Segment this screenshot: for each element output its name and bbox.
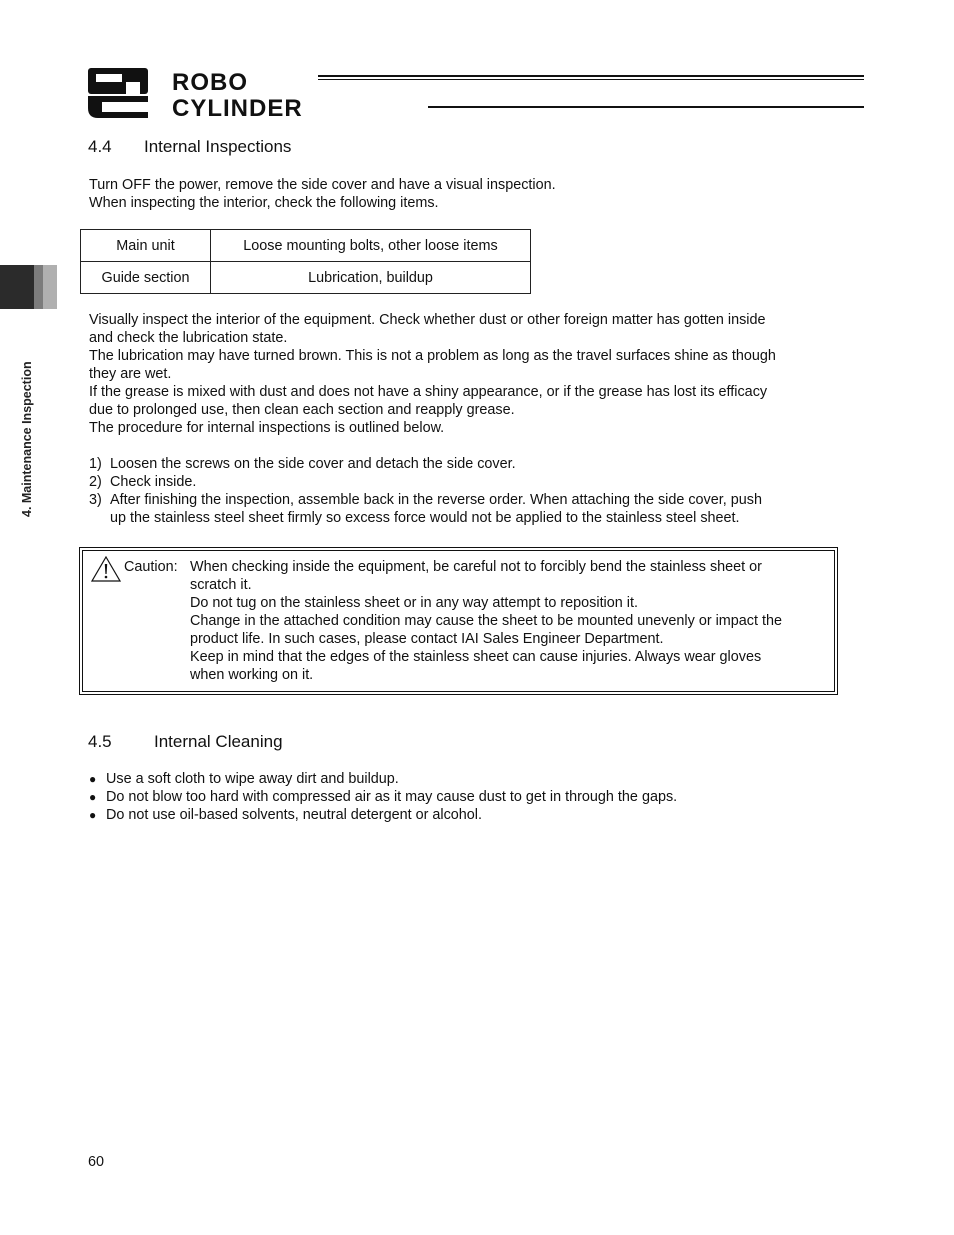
section-number: 4.4 [88,137,112,156]
section-title: Internal Cleaning [154,732,283,751]
body-line: and check the lubrication state. [89,330,288,346]
list-item [89,788,677,806]
intro-line: Turn OFF the power, remove the side cover and have a visual inspection. [89,177,556,193]
step-number: 3) [89,492,102,508]
caution-label: Caution: [124,559,178,575]
page-number: 60 [88,1154,105,1170]
list-item [89,455,762,473]
caution-line: When checking inside the equipment, be careful not to forcibly bend the stainless sheet or [190,559,762,575]
table-cell-check: Lubrication, buildup [211,262,531,294]
table-cell-item: Guide section [81,262,211,294]
caution-line: scratch it. [190,577,252,593]
section-title: Internal Inspections [144,137,292,156]
bullet-text: Do not blow too hard with compressed air as it may cause dust to get in through the gaps. [106,789,678,805]
chapter-label: 4. Maintenance Inspection [20,361,34,517]
body-paragraph [89,311,776,437]
section-heading-4-4 [88,137,291,157]
body-line: If the grease is mixed with dust and does not have a shiny appearance, or if the grease has lost its efficacy [89,384,768,400]
warning-triangle-icon [91,556,121,582]
header-rule [318,75,864,77]
cleaning-bullets [89,770,677,824]
list-item [89,473,762,491]
bullet-text: Use a soft cloth to wipe away dirt and buildup. [106,771,399,787]
caution-line: Do not tug on the stainless sheet or in any way attempt to reposition it. [190,595,638,611]
caution-box [79,547,838,695]
intro-paragraph [89,176,556,212]
step-text: Check inside. [110,474,197,490]
table-cell-check: Loose mounting bolts, other loose items [211,230,531,262]
list-item [89,806,677,824]
step-text: Loosen the screws on the side cover and detach the side cover. [110,456,516,472]
procedure-steps [89,455,762,527]
list-item [89,491,762,527]
step-text: up the stainless steel sheet firmly so excess force would not be applied to the stainless steel sheet. [110,510,740,526]
header-rule [318,79,864,80]
caution-line: Change in the attached condition may cause the sheet to be mounted unevenly or impact the [190,613,782,629]
caution-text [190,558,782,684]
section-number: 4.5 [88,732,112,751]
table-row [81,262,531,294]
logo-line-2: CYLINDER [172,95,303,118]
step-number: 2) [89,474,102,490]
body-line: Visually inspect the interior of the equipment. Check whether dust or other foreign matter has gotten inside [89,312,766,328]
inspection-table [80,229,531,294]
header-rule [428,106,864,108]
intro-line: When inspecting the interior, check the following items. [89,195,439,211]
bullet-icon: ● [89,790,97,804]
bullet-icon: ● [89,772,97,786]
body-line: they are wet. [89,366,172,382]
list-item [89,770,677,788]
step-number: 1) [89,456,102,472]
caution-line: when working on it. [190,667,314,683]
caution-line: Keep in mind that the edges of the stainless sheet can cause injuries. Always wear gloves [190,649,762,665]
bullet-icon: ● [89,808,97,822]
body-line: due to prolonged use, then clean each section and reapply grease. [89,402,515,418]
body-line: The lubrication may have turned brown. This is not a problem as long as the travel surfaces shine as though [89,348,776,364]
section-heading-4-5 [88,732,283,752]
bullet-text: Do not use oil-based solvents, neutral detergent or alcohol. [106,807,482,823]
body-line: The procedure for internal inspections is outlined below. [89,420,445,436]
chapter-tab [0,265,57,309]
caution-line: product life. In such cases, please contact IAI Sales Engineer Department. [190,631,664,647]
logo-line-1: ROBO [172,69,248,96]
table-row [81,230,531,262]
table-cell-item: Main unit [81,230,211,262]
step-text: After finishing the inspection, assemble back in the reverse order. When attaching the side cover, push [110,492,762,508]
